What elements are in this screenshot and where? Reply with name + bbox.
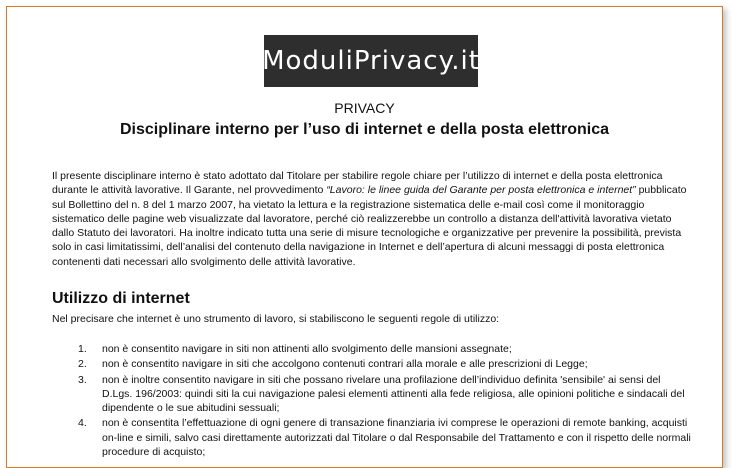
intro-paragraph xyxy=(52,169,692,269)
section-intro: Nel precisare che internet è uno strumento di lavoro, si stabiliscono le seguenti regole di utilizzo: xyxy=(52,313,500,325)
document-label: PRIVACY xyxy=(334,100,395,116)
list-item-text: non è consentita l’effettuazione di ogni genere di transazione finanziaria ivi comprese le operazioni di remote banking, acquisti on-line e simili, salvo casi direttamente autorizzati dal Titolare o dal Responsabile del Trattamento e con il rispetto delle normali procedure di acquisto; xyxy=(102,417,691,459)
list-item xyxy=(52,373,692,416)
list-item-number: 1. xyxy=(78,343,87,355)
list-item-number: 4. xyxy=(78,417,87,430)
list-item-number: 2. xyxy=(78,358,87,371)
list-item xyxy=(52,357,692,371)
list-item xyxy=(52,416,692,459)
document-title: Disciplinare interno per l’uso di internet e della posta elettronica xyxy=(120,121,609,138)
intro-text-part2: pubblicato sul Bollettino del n. 8 del 1 marzo 2007, ha vietato la lettura e la registrazione sistematica delle e-mail così come il monitoraggio sistematico delle pagine web visualizzate dal lavoratore, perché ciò realizzerebbe un controllo a distanza dell'attività lavorativa vietato dallo Statuto dei lavoratori. Ha inoltre indicato tutta una serie di misure tecnologiche e organizzative per prevenire la possibilità, prevista solo in casi limitatissimi, dell’analisi del contenuto della navigazione in Internet e dell’apertura di alcuni messaggi di posta elettronica contenenti dati necessari allo svolgimento delle attività lavorative. xyxy=(52,184,687,268)
rules-list xyxy=(52,342,692,460)
list-item-number: 3. xyxy=(78,373,87,386)
list-item-text: non è consentito navigare in siti che accolgono contenuti contrari alla morale e alle prescrizioni di Legge; xyxy=(102,358,588,371)
document-page xyxy=(6,6,723,468)
section-heading: Utilizzo di internet xyxy=(52,290,190,307)
intro-text-part1: Il presente disciplinare interno è stato adottato dal Titolare per stabilire regole chiare per l’utilizzo di internet e della posta elettronica durante le attività lavorative. Il Garante, nel provvedimento xyxy=(52,170,663,197)
list-item-text: non è inoltre consentito navigare in siti che possano rivelare una profilazione dell’individuo definita 'sensibile' ai sensi del D.Lgs. 196/2003: quindi siti la cui navigazione palesi elementi attinenti alla fede religiosa, alle opinioni politiche e sindacali del dipendente o le sue abitudini sessuali; xyxy=(102,373,685,415)
intro-quote: “Lavoro: le linee guida del Garante per posta elettronica e internet” xyxy=(326,184,636,197)
moduliprivacy-logo xyxy=(264,35,478,87)
logo-text: ModuliPrivacy.it xyxy=(262,46,480,76)
list-item xyxy=(52,342,692,356)
list-item-text: non è consentito navigare in siti non attinenti allo svolgimento delle mansioni assegnate; xyxy=(102,343,512,355)
